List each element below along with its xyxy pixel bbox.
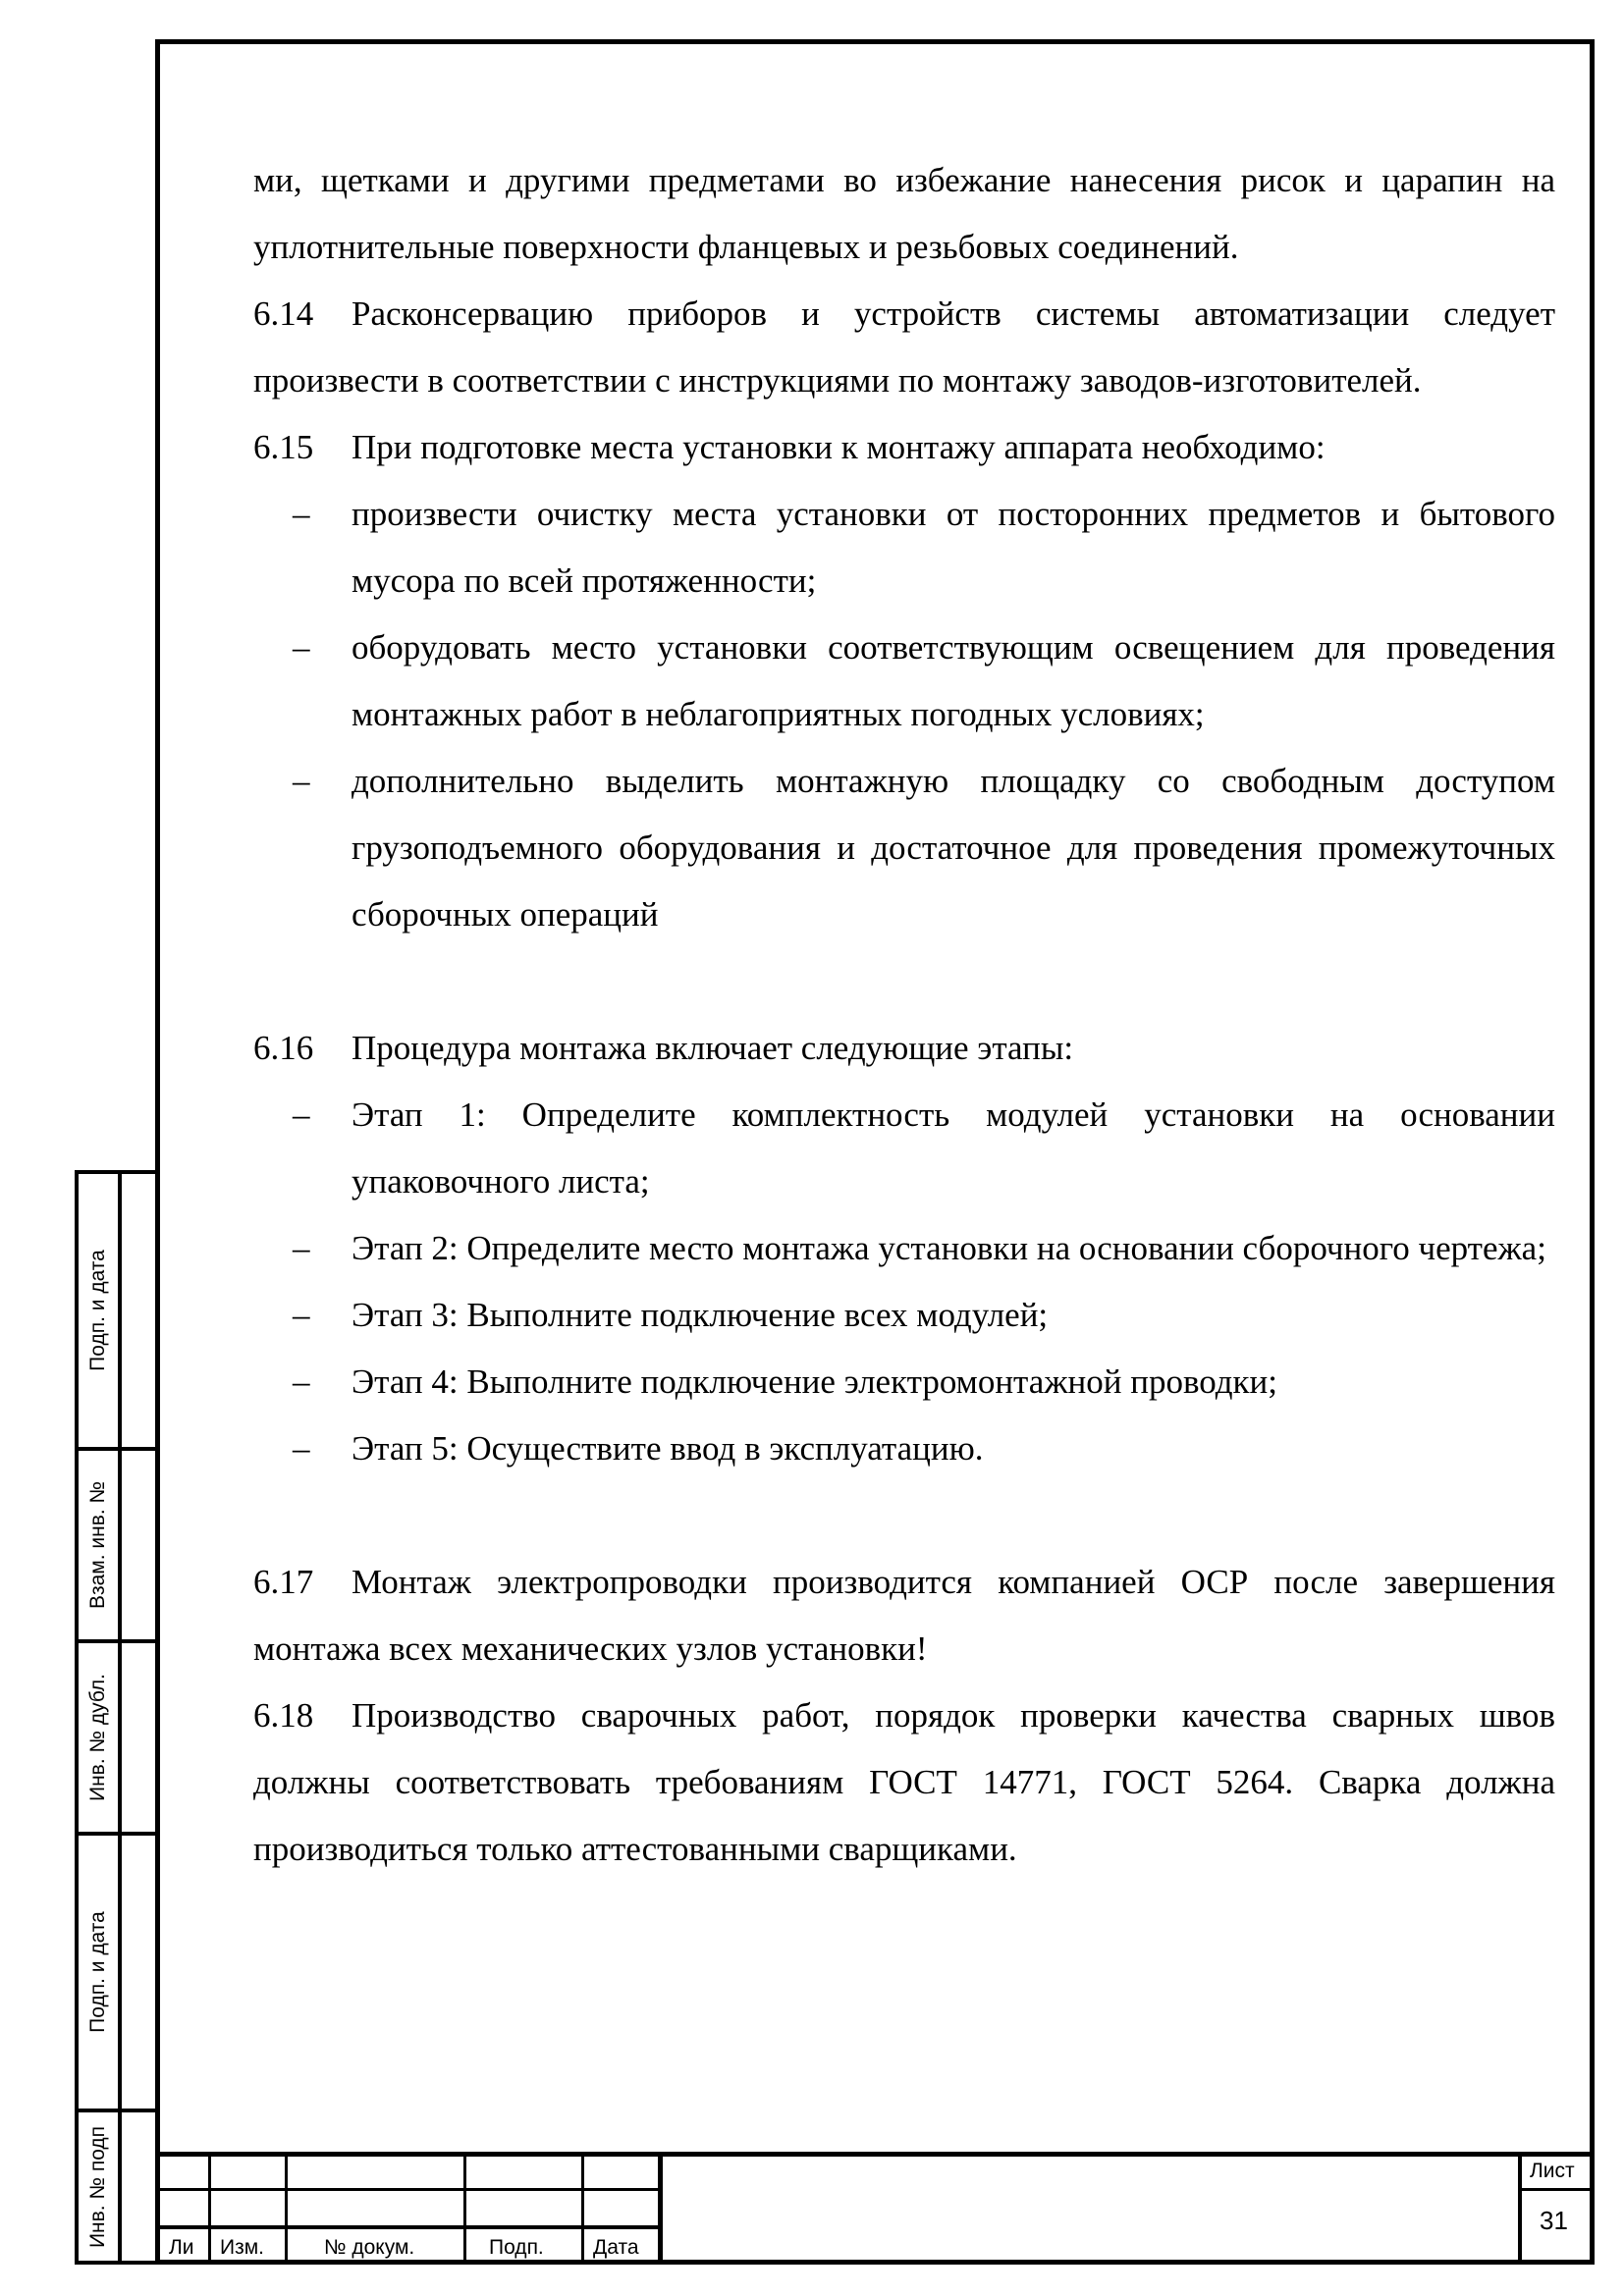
list-item: – Этап 5: Осуществите ввод в эксплуатацию.: [253, 1415, 1555, 1482]
dash-marker: –: [293, 762, 310, 800]
paragraph-number: 6.15: [253, 428, 314, 466]
paragraph-6-16: [253, 1015, 1555, 1082]
paragraph-6-17: [253, 1549, 1555, 1682]
paragraph-6-15: [253, 414, 1555, 481]
side-cell-inv-dubl: [75, 1639, 155, 1836]
dash-marker: –: [293, 1095, 310, 1134]
dash-marker: –: [293, 1429, 310, 1468]
paragraph-number: 6.14: [253, 294, 314, 333]
intro-paragraph: ми, щетками и другими предметами во избежание нанесения рисок и царапин на уплотнительные поверхности фланцевых и резьбовых соединений.: [253, 161, 1555, 266]
dash-marker: –: [293, 628, 310, 667]
col-doc-label: № докум.: [324, 2236, 415, 2259]
dash-marker: –: [293, 1296, 310, 1334]
col-li-label: Ли: [169, 2236, 194, 2259]
title-block: [155, 2152, 1595, 2265]
sheet-label: Лист: [1530, 2160, 1575, 2182]
list-item: – произвести очистку места установки от посторонних предметов и бытового мусора по всей протяженности;: [253, 481, 1555, 614]
col-podp-label: Подп.: [489, 2236, 544, 2259]
dash-marker: –: [293, 1362, 310, 1401]
paragraph-6-14: [253, 281, 1555, 414]
side-cell-inv-podp: [75, 2109, 155, 2265]
paragraph-text: При подготовке места установки к монтажу аппарата необходимо:: [352, 428, 1326, 466]
list-item: – Этап 2: Определите место монтажа установки на основании сборочного чертежа;: [253, 1215, 1555, 1282]
paragraph-text: Производство сварочных работ, порядок проверки качества сварных швов должны соответствовать требованиям ГОСТ 14771, ГОСТ 5264. Сварка должна производиться только аттестованными сварщиками.: [253, 1696, 1555, 1868]
dash-marker: –: [293, 495, 310, 533]
document-body: [253, 147, 1555, 1883]
col-data-label: Дата: [593, 2236, 639, 2259]
side-label: Подп. и дата: [86, 1250, 110, 1371]
side-label: Взам. инв. №: [86, 1480, 110, 1610]
list-item: – Этап 4: Выполните подключение электромонтажной проводки;: [253, 1349, 1555, 1415]
paragraph-number: 6.17: [253, 1563, 314, 1601]
col-izm-label: Изм.: [220, 2236, 264, 2259]
list-item: – Этап 1: Определите комплектность модулей установки на основании упаковочного листа;: [253, 1082, 1555, 1215]
side-label: Инв. № подп: [86, 2125, 109, 2248]
dash-marker: –: [293, 1229, 310, 1267]
side-stamp-table: [75, 1170, 155, 2265]
paragraph-text: Расконсервацию приборов и устройств системы автоматизации следует произвести в соответствии с инструкциями по монтажу заводов-изготовителей.: [253, 294, 1555, 400]
paragraph-6-18: [253, 1682, 1555, 1883]
side-cell-podp-data-2: [75, 1832, 155, 2112]
side-cell-podp-data-1: [75, 1170, 155, 1451]
paragraph-text: Процедура монтажа включает следующие этапы:: [352, 1029, 1074, 1067]
paragraph-number: 6.18: [253, 1696, 314, 1735]
list-item: – дополнительно выделить монтажную площадку со свободным доступом грузоподъемного оборудования и достаточное для проведения промежуточных сборочных операций: [253, 748, 1555, 948]
side-cell-vzam-inv: [75, 1447, 155, 1643]
paragraph-number: 6.16: [253, 1029, 314, 1067]
list-item: – Этап 3: Выполните подключение всех модулей;: [253, 1282, 1555, 1349]
paragraph-text: Монтаж электропроводки производится компанией ОСР после завершения монтажа всех механических узлов установки!: [253, 1563, 1555, 1668]
side-label: Подп. и дата: [86, 1911, 110, 2033]
side-label: Инв. № дубл.: [86, 1673, 110, 1802]
list-item: – оборудовать место установки соответствующим освещением для проведения монтажных работ в неблагоприятных погодных условиях;: [253, 614, 1555, 748]
sheet-number: 31: [1540, 2206, 1568, 2235]
